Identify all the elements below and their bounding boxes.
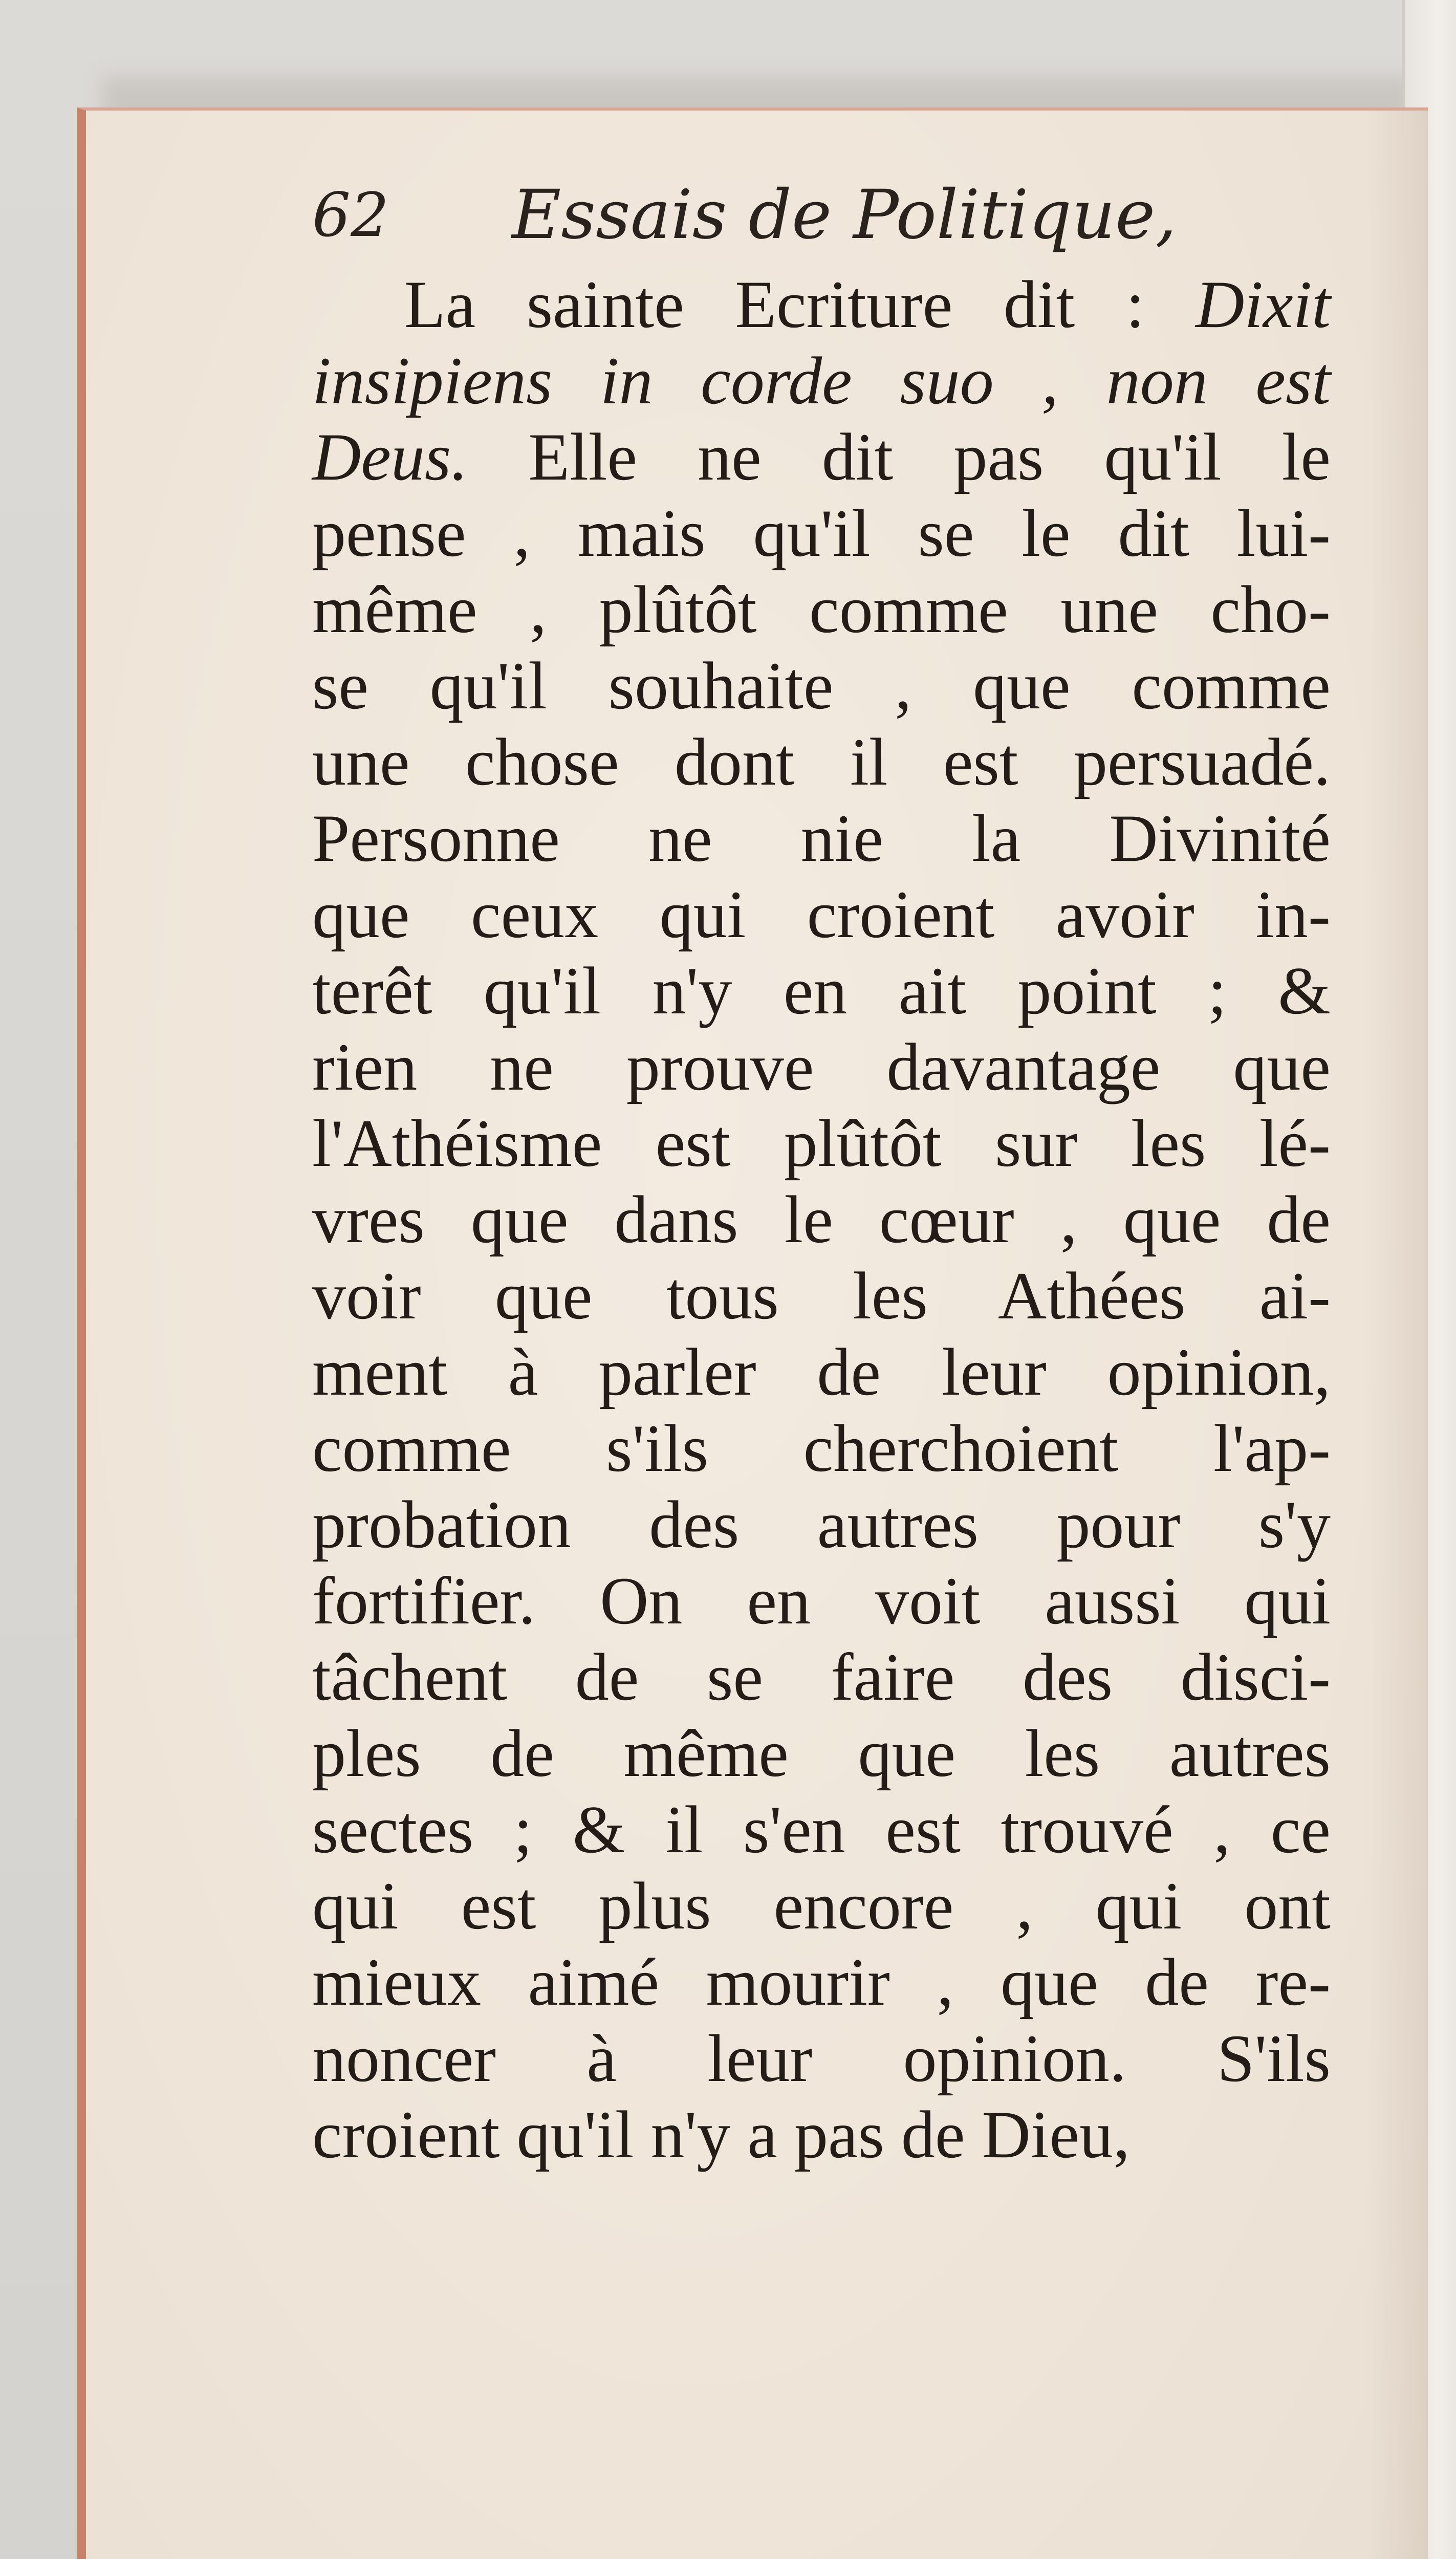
- text-line: terêt qu'il n'y en ait point ; &: [312, 953, 1331, 1028]
- text-line: pense , mais qu'il se le dit lui-: [312, 495, 1331, 571]
- body-text: [312, 266, 1331, 2173]
- text-line: vres que dans le cœur , que de: [312, 1182, 1331, 1257]
- text-line: même , plûtôt comme une cho-: [312, 572, 1331, 647]
- spine-shading: [1366, 111, 1428, 2559]
- text-line: que ceux qui croient avoir in-: [312, 877, 1331, 952]
- text-line: tâchent de se faire des disci-: [312, 1639, 1331, 1715]
- text-line: ples de même que les autres: [312, 1716, 1331, 1791]
- text-line: noncer à leur opinion. S'ils: [312, 2021, 1331, 2096]
- text-line: se qu'il souhaite , que comme: [312, 648, 1331, 723]
- text-line: qui est plus encore , qui ont: [312, 1868, 1331, 1943]
- text-line: La sainte Ecriture dit : Dixit: [404, 267, 1331, 342]
- text-line: une chose dont il est persuadé.: [312, 724, 1331, 799]
- text-line: Deus. Elle ne dit pas qu'il le: [312, 419, 1331, 494]
- text-line: sectes ; & il s'en est trouvé , ce: [312, 1792, 1331, 1867]
- text-line: croient qu'il n'y a pas de Dieu,: [312, 2097, 1131, 2172]
- text-line: fortifier. On en voit aussi qui: [312, 1563, 1331, 1638]
- text-line: insipiens in corde suo , non est: [312, 343, 1331, 418]
- page-number: 62: [312, 180, 389, 250]
- running-title: Essais de Politique,: [512, 176, 1177, 254]
- text-line: mieux aimé mourir , que de re-: [312, 1944, 1331, 2020]
- text-line: rien ne prouve davantage que: [312, 1029, 1331, 1104]
- text-line: voir que tous les Athées ai-: [312, 1258, 1331, 1333]
- text-line: ment à parler de leur opinion,: [312, 1334, 1331, 1409]
- text-line: l'Athéisme est plûtôt sur les lé-: [312, 1105, 1331, 1181]
- text-line: Personne ne nie la Divinité: [312, 800, 1331, 876]
- text-line: probation des autres pour s'y: [312, 1487, 1331, 1562]
- page-header: [312, 164, 1285, 276]
- text-line: comme s'ils cherchoient l'ap-: [312, 1411, 1331, 1486]
